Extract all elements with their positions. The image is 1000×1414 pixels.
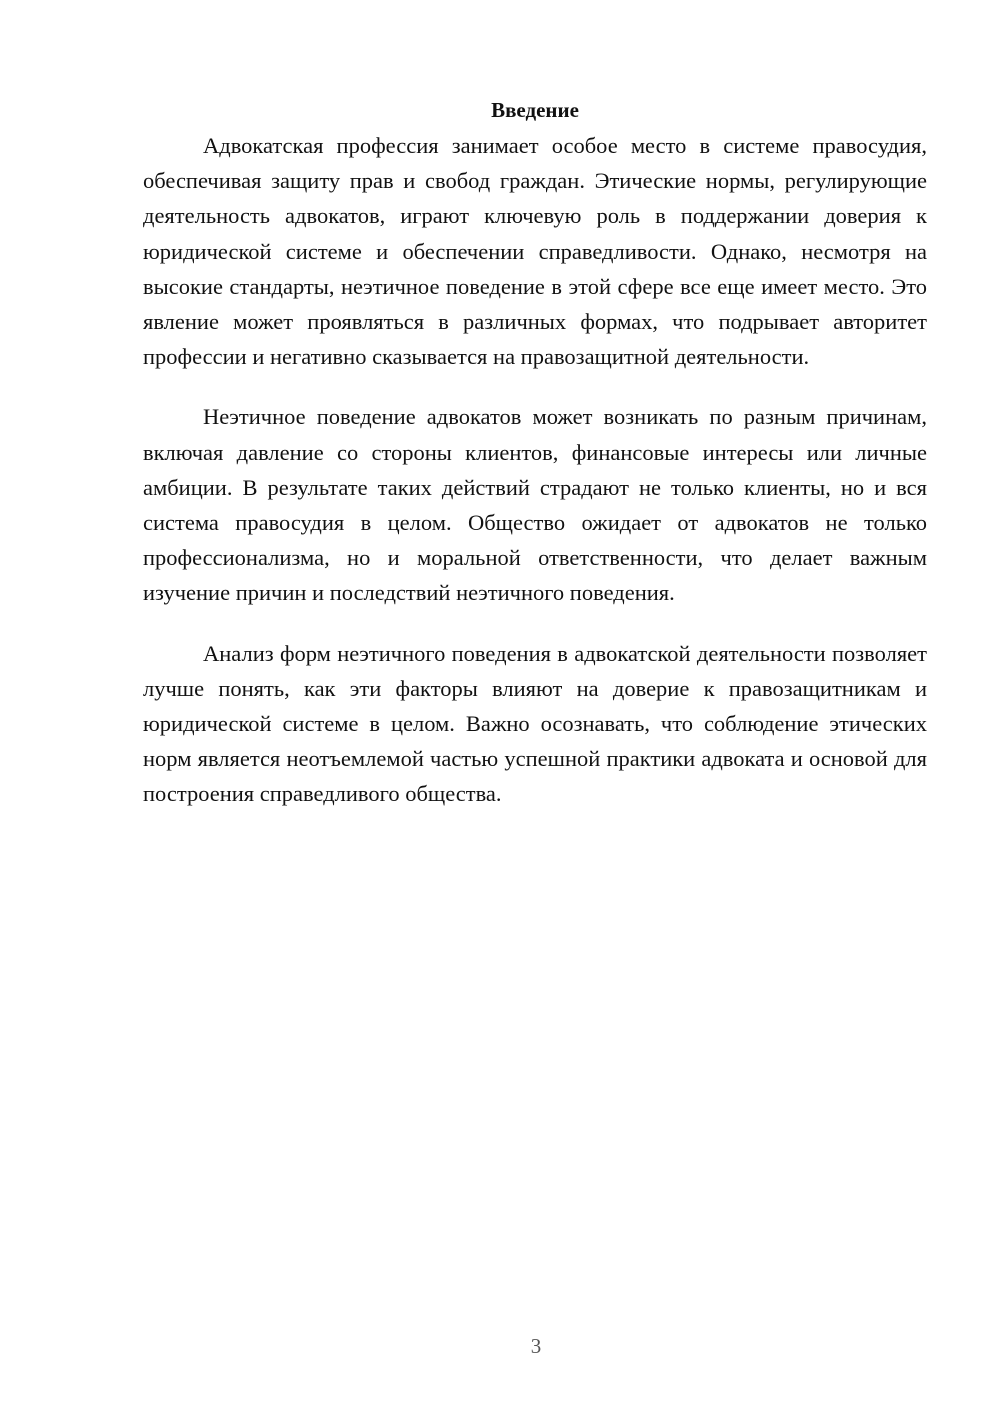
paragraph-2: Неэтичное поведение адвокатов может возникать по разным причинам, включая давление со стороны клиентов, финансовые интересы или личные амбиции. В результате таких действий страдают не только клиенты, но и вся система правосудия в целом. Общество ожидает от адвокатов не только профессионализма, но и моральной ответственности, что делает важным изучение причин и последствий неэтичного поведения.: [143, 404, 927, 606]
page-content: [143, 92, 927, 812]
paragraph-1: Адвокатская профессия занимает особое место в системе правосудия, обеспечивая защиту прав и свобод граждан. Этические нормы, регулирующие деятельность адвокатов, играют ключевую роль в поддержании доверия к юридической системе и обеспечении справедливости. Однако, несмотря на высокие стандарты, неэтичное поведение в этой сфере все еще имеет место. Это явление может проявляться в различных формах, что подрывает авторитет профессии и негативно сказывается на правозащитной деятельности.: [143, 133, 927, 370]
section-title: Введение: [491, 98, 579, 122]
paragraph-3: Анализ форм неэтичного поведения в адвокатской деятельности позволяет лучше понять, как эти факторы влияют на доверие к правозащитникам и юридической системе в целом. Важно осознавать, что соблюдение этических норм является неотъемлемой частью успешной практики адвоката и основой для построения справедливого общества.: [143, 640, 927, 807]
page-number: 3: [530, 1334, 542, 1358]
